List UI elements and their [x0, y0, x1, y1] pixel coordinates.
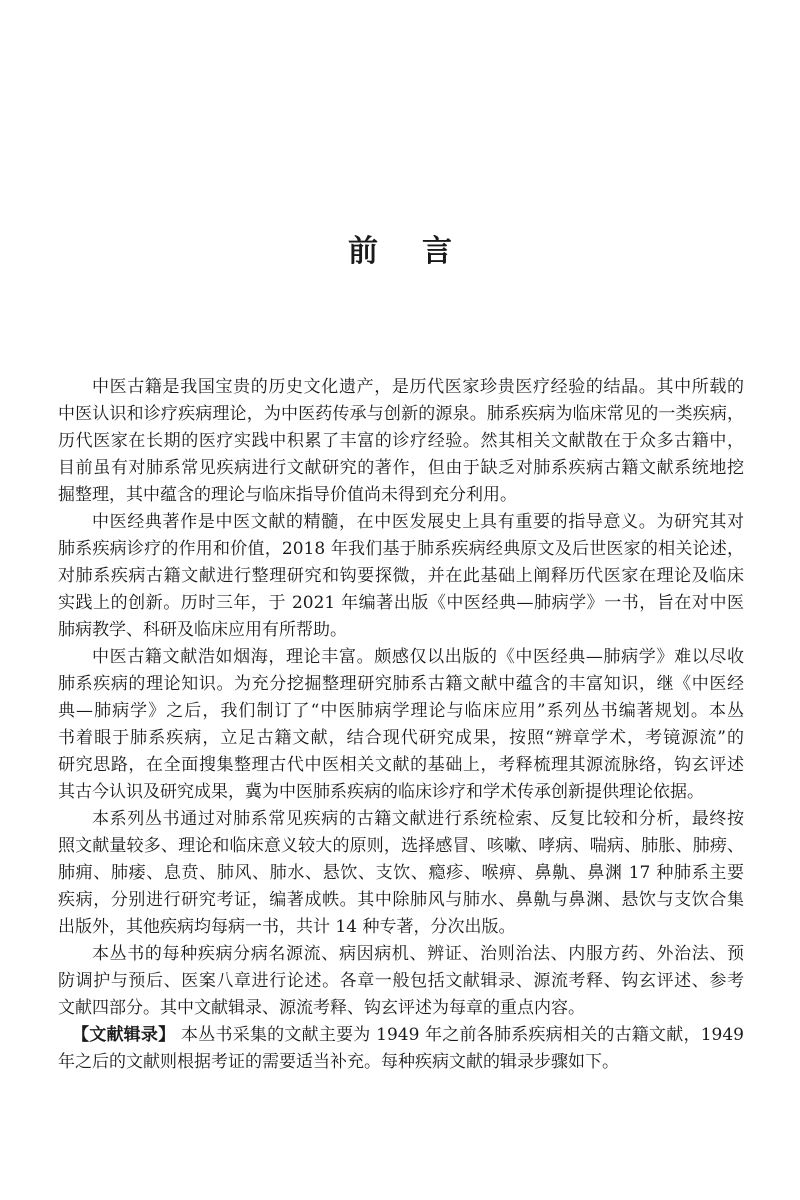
line-text: 肺痈、肺痿、息贲、肺风、肺水、悬饮、支饮、瘾疹、喉痹、鼻鼽、鼻渊 17 种肺系主要 — [58, 863, 744, 883]
line-text: 研究思路，在全面搜集整理古代中医相关文献的基础上，考释梳理其源流脉络，钩玄评述 — [58, 755, 744, 775]
line-text: 书着眼于肺系疾病，立足古籍文献，结合现代研究成果，按照“辨章学术，考镜源流”的 — [58, 728, 744, 748]
paragraph — [58, 1022, 744, 1076]
text-line — [58, 482, 744, 509]
text-line — [58, 671, 744, 698]
text-line — [58, 428, 744, 455]
text-line — [58, 995, 744, 1022]
text-line — [58, 1022, 744, 1049]
line-text: 中医认识和诊疗疾病理论，为中医药传承与创新的源泉。肺系疾病为临床常见的一类疾病， — [58, 404, 744, 424]
text-line — [58, 968, 744, 995]
preface-body — [58, 374, 744, 1076]
title-char: 前 — [348, 234, 422, 269]
line-text: 年之后的文献则根据考证的需要适当补充。每种疾病文献的辑录步骤如下。 — [58, 1052, 619, 1072]
line-text: 典—肺病学》之后，我们制订了“中医肺病学理论与临床应用”系列丛书编著规划。本丛 — [58, 701, 744, 721]
text-line — [58, 887, 744, 914]
text-line — [58, 914, 744, 941]
paragraph — [58, 941, 744, 1022]
text-line — [58, 509, 744, 536]
paragraph — [58, 644, 744, 806]
text-line — [58, 698, 744, 725]
text-line — [58, 617, 744, 644]
line-text: 出版外，其他疾病均每病一书，共计 14 种专著，分次出版。 — [58, 917, 516, 937]
text-line — [58, 563, 744, 590]
line-text: 中医古籍文献浩如烟海，理论丰富。颇感仅以出版的《中医经典—肺病学》难以尽收 — [92, 647, 744, 667]
text-line — [58, 455, 744, 482]
line-text: 目前虽有对肺系常见疾病进行文献研究的著作，但由于缺乏对肺系疾病古籍文献系统地挖 — [58, 458, 744, 478]
text-line — [58, 941, 744, 968]
line-text: 中医古籍是我国宝贵的历史文化遗产，是历代医家珍贵医疗经验的结晶。其中所载的 — [92, 377, 744, 397]
line-text: 本系列丛书通过对肺系常见疾病的古籍文献进行系统检索、反复比较和分析，最终按 — [92, 809, 744, 829]
line-text: 本丛书采集的文献主要为 1949 年之前各肺系疾病相关的古籍文献，1949 — [175, 1025, 744, 1045]
line-text: 照文献量较多、理论和临床意义较大的原则，选择感冒、咳嗽、哮病、喘病、肺胀、肺痨、 — [58, 836, 744, 856]
page-title — [0, 226, 800, 270]
line-text: 对肺系疾病古籍文献进行整理研究和钩要探微，并在此基础上阐释历代医家在理论及临床 — [58, 566, 744, 586]
line-text: 防调护与预后、医案八章进行论述。各章一般包括文献辑录、源流考释、钩玄评述、参考 — [58, 971, 744, 991]
line-text: 肺病教学、科研及临床应用有所帮助。 — [58, 620, 347, 640]
line-text: 中医经典著作是中医文献的精髓，在中医发展史上具有重要的指导意义。为研究其对 — [92, 512, 744, 532]
line-text: 肺系疾病的理论知识。为充分挖掘整理研究肺系古籍文献中蕴含的丰富知识，继《中医经 — [58, 674, 744, 694]
paragraph — [58, 509, 744, 644]
section-lead-label: 【文献辑录】 — [72, 1025, 176, 1045]
text-line — [58, 644, 744, 671]
text-line — [58, 806, 744, 833]
line-text: 实践上的创新。历时三年，于 2021 年编著出版《中医经典—肺病学》一书，旨在对中医 — [58, 593, 744, 613]
text-line — [58, 1049, 744, 1076]
line-text: 肺系疾病诊疗的作用和价值，2018 年我们基于肺系疾病经典原文及后世医家的相关论述， — [58, 539, 744, 559]
line-text: 文献四部分。其中文献辑录、源流考释、钩玄评述为每章的重点内容。 — [58, 998, 585, 1018]
text-line — [58, 752, 744, 779]
text-line — [58, 374, 744, 401]
text-line — [58, 779, 744, 806]
line-text: 本丛书的每种疾病分病名源流、病因病机、辨证、治则治法、内服方药、外治法、预 — [92, 944, 744, 964]
line-text: 疾病，分别进行研究考证，编著成帙。其中除肺风与肺水、鼻鼽与鼻渊、悬饮与支饮合集 — [58, 890, 744, 910]
text-line — [58, 860, 744, 887]
paragraph — [58, 806, 744, 941]
title-char: 言 — [422, 234, 496, 269]
paragraph — [58, 374, 744, 509]
text-line — [58, 833, 744, 860]
text-line — [58, 536, 744, 563]
text-line — [58, 725, 744, 752]
text-line — [58, 401, 744, 428]
line-text: 其古今认识及研究成果，冀为中医肺系疾病的临床诊疗和学术传承创新提供理论依据。 — [58, 782, 704, 802]
text-line — [58, 590, 744, 617]
line-text: 掘整理，其中蕴含的理论与临床指导价值尚未得到充分利用。 — [58, 485, 517, 505]
line-text: 历代医家在长期的医疗实践中积累了丰富的诊疗经验。然其相关文献散在于众多古籍中， — [58, 431, 744, 451]
